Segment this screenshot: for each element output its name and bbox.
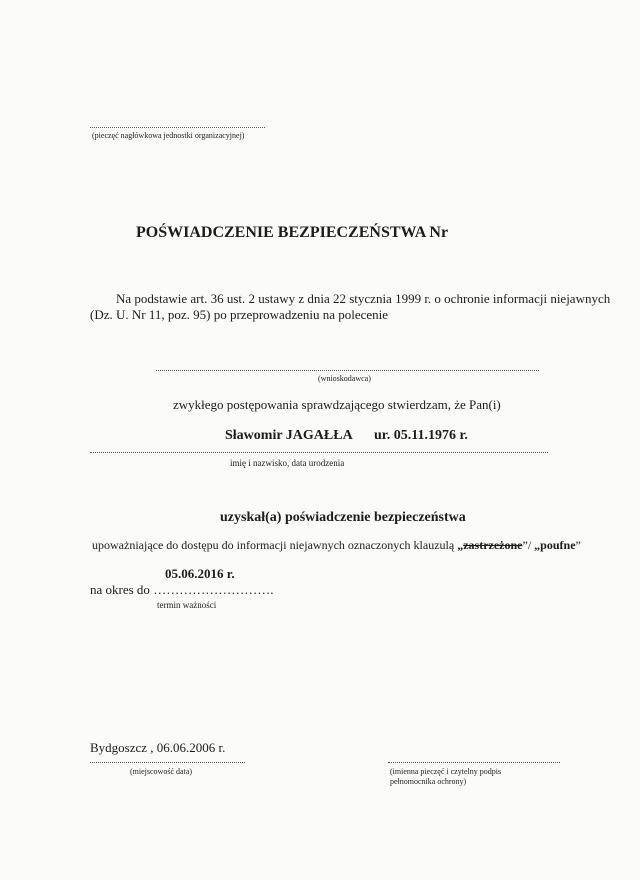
validity-dots: ………………………. [153,582,274,597]
signature-caption-line-1: (imienna pieczęć i czytelny podpis [390,767,502,776]
authorization-close-quote: ” [575,538,581,552]
stamp-caption: (pieczęć nagłówkowa jednostki organizacyjnej) [92,131,245,140]
person-caption: imię i nazwisko, data urodzenia [230,458,345,468]
procedure-text: zwykłego postępowania sprawdzającego stwierdzam, że Pan(i) [173,397,501,412]
validity-line [90,582,273,598]
intro-line-1: Na podstawie art. 36 ust. 2 ustawy z dnia 22 stycznia 1999 r. o ochronie informacji niejawnych [116,291,611,306]
validity-date: 05.06.2016 r. [165,566,235,581]
place-date-dotted-line [90,762,245,763]
person-dotted-line [90,452,548,453]
person-birth-date: ur. 05.11.1976 r. [374,428,468,443]
validity-label: na okres do [90,582,154,597]
document-title: POŚWIADCZENIE BEZPIECZEŃSTWA Nr [136,224,449,241]
intro-line-2: (Dz. U. Nr 11, poz. 95) po przeprowadzeniu na polecenie [90,307,389,322]
authorization-separator: ”/ [522,538,535,552]
signature-dotted-line [388,762,560,763]
place-date-caption: (miejscowość data) [130,767,192,776]
authorization-prefix: upoważniające do dostępu do informacji niejawnych oznaczonych klauzulą [92,538,458,552]
person-name: Sławomir JAGAŁŁA [225,428,353,443]
validity-caption: termin ważności [157,600,217,610]
authorization-open-quote: „ [457,538,464,552]
applicant-caption: (wnioskodawca) [318,374,371,383]
signature-caption-line-2: pełnomocnika ochrony) [390,777,467,786]
clearance-heading: uzyskał(a) poświadczenie bezpieczeństwa [220,510,466,525]
authorization-line [92,538,581,553]
classification-poufne: „poufne [534,538,576,552]
place-and-date: Bydgoszcz , 06.06.2006 r. [90,740,226,755]
stamp-dotted-line [90,127,265,128]
classification-zastrzezone-struck: zastrzeżone [463,538,523,552]
applicant-dotted-line [156,370,539,371]
